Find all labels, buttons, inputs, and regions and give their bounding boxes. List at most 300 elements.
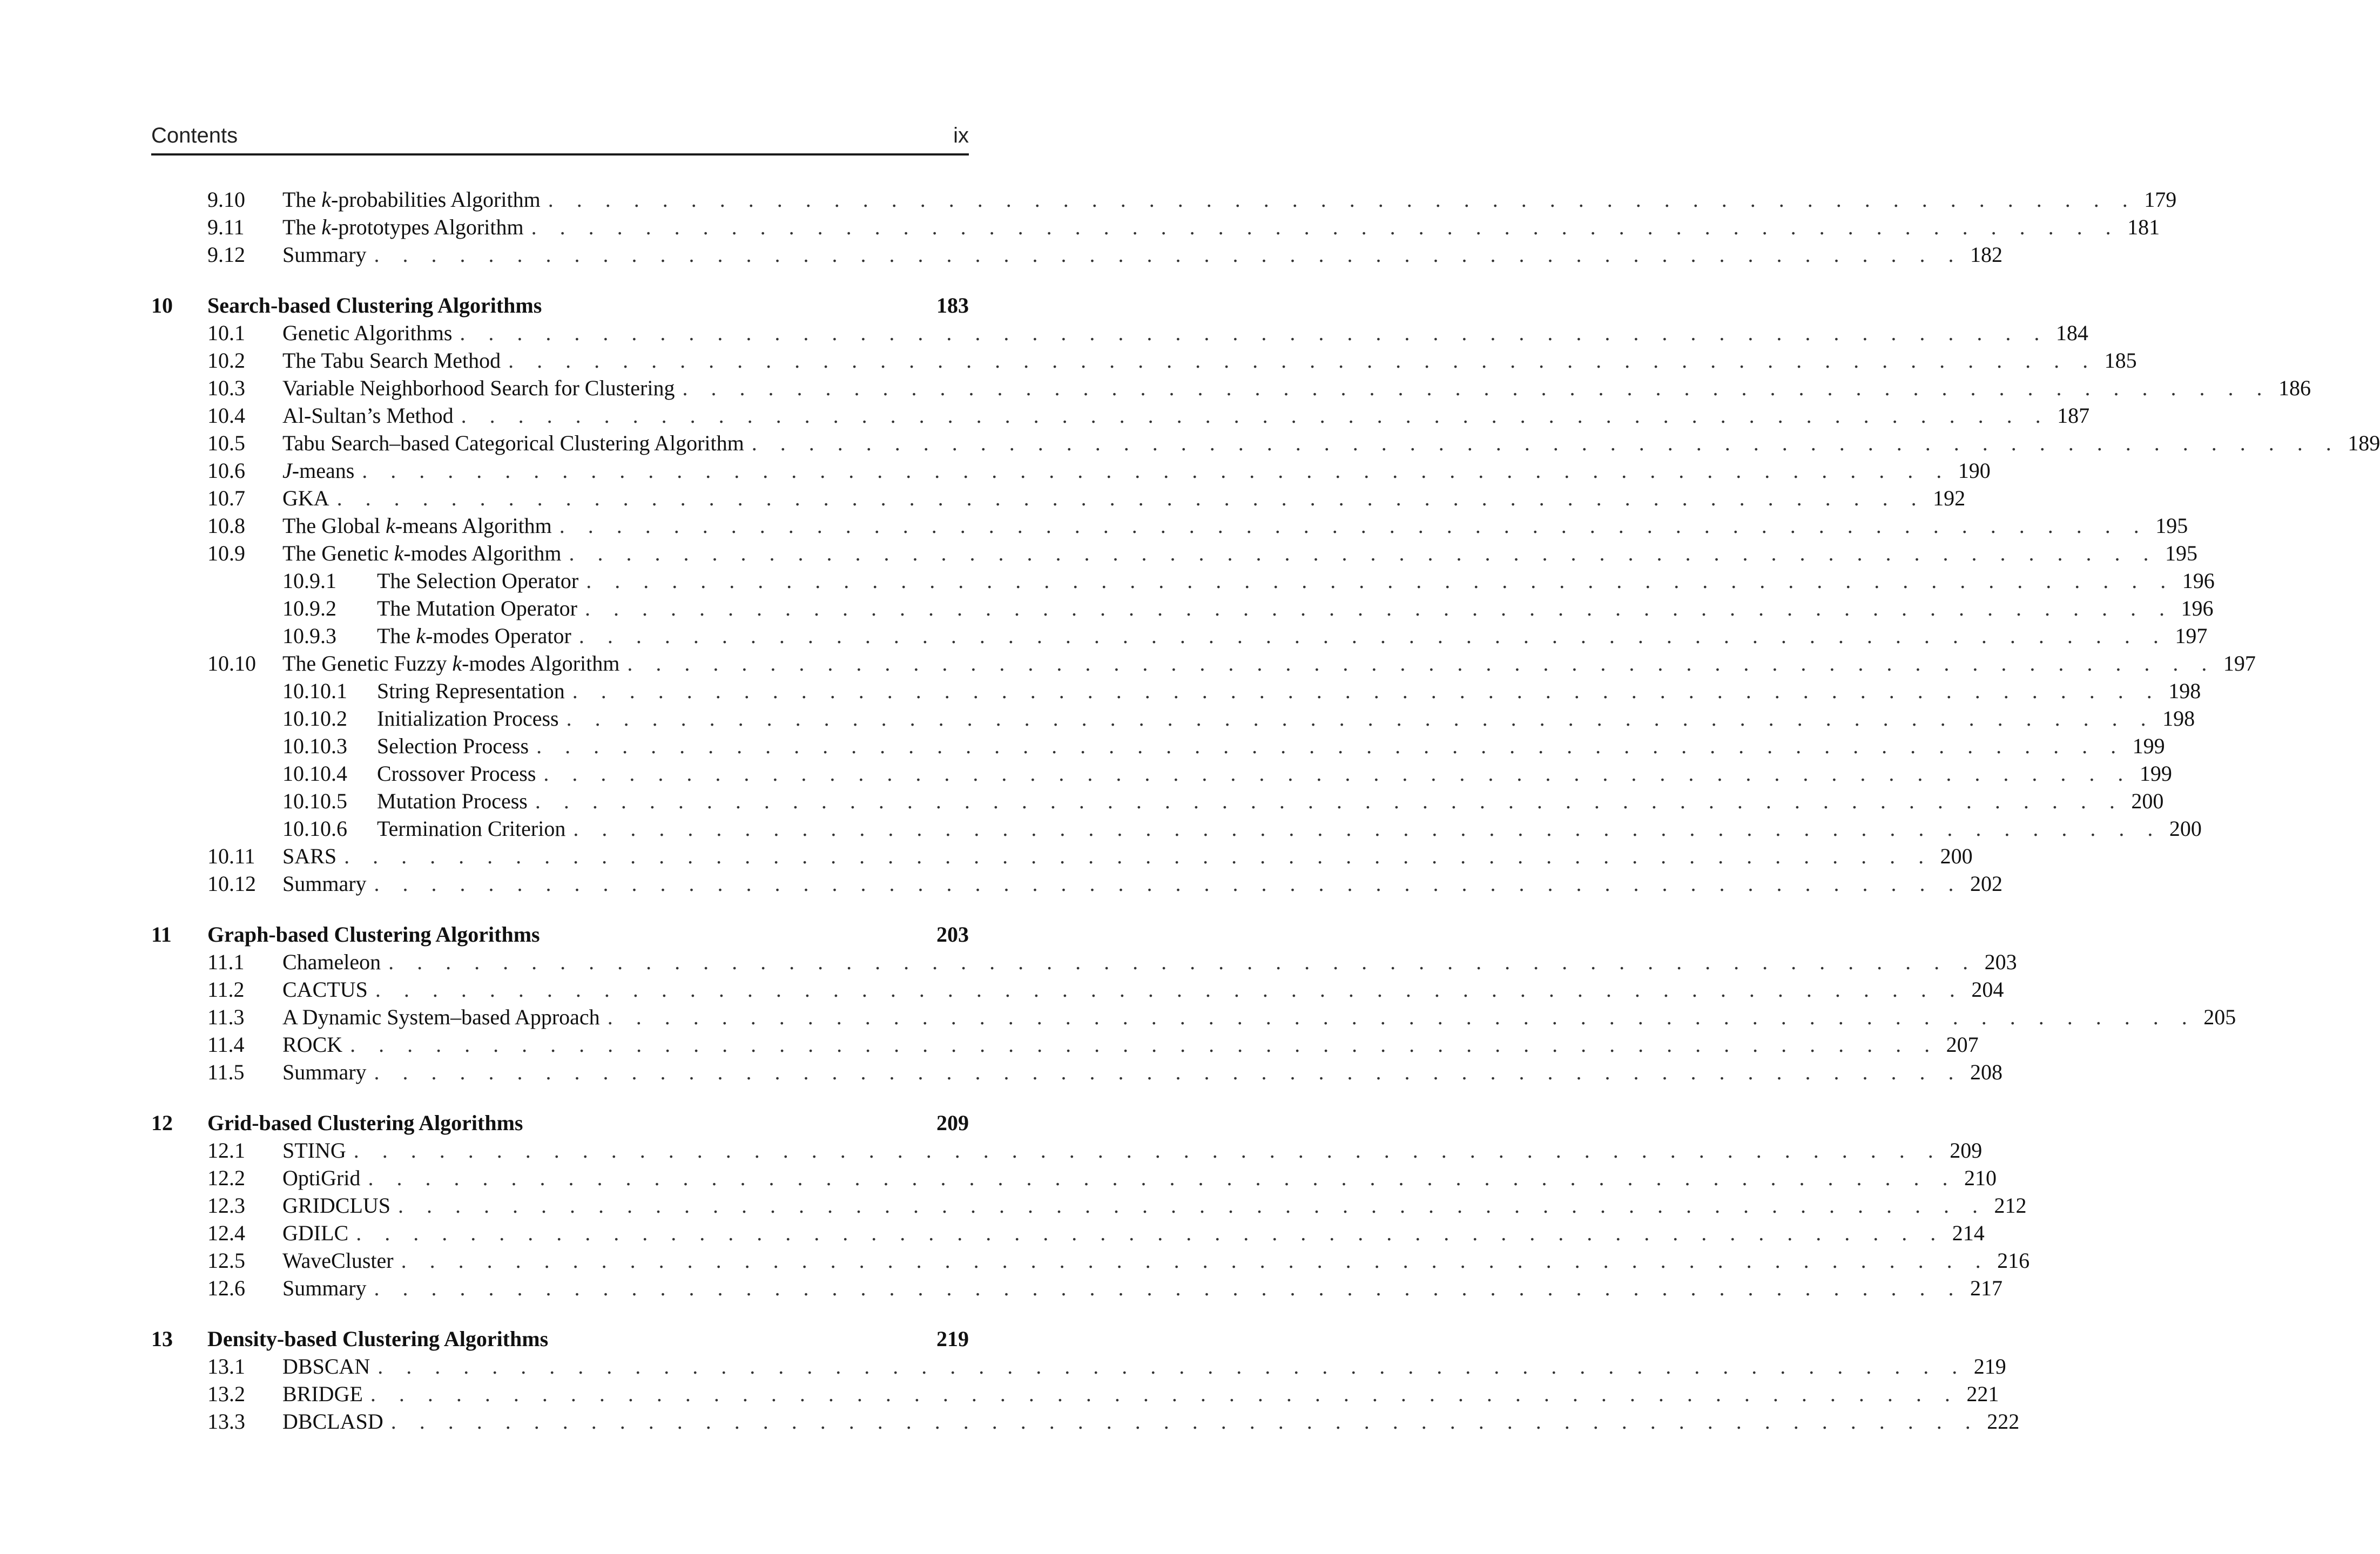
toc-dot-leader: . . . . . . . . . . . . . . . . . . . . . . . . . . . . . . . . . . . . . . . . . . . . . . . . . . . . . . . . xyxy=(353,1138,1943,1163)
toc-entry-line xyxy=(282,1058,2003,1086)
toc-entry-number: 10.2 xyxy=(207,348,245,373)
toc-subsection-entry[interactable] xyxy=(151,677,2201,705)
toc-title-text-suffix: -modes Algorithm xyxy=(462,651,620,675)
toc-entry-line xyxy=(282,539,2198,567)
toc-entry-title xyxy=(282,213,524,241)
toc-dot-leader: . . . . . . . . . . . . . . . . . . . . . . . . . . . . . . . . . . . . . . . . . . . . . . . . . . . . . . . . xyxy=(374,1060,1963,1084)
toc-entry-line xyxy=(282,948,2017,976)
toc-entry-page-number: 195 xyxy=(2165,541,2198,565)
toc-title-text: The Genetic Fuzzy xyxy=(282,651,453,675)
toc-entry-number: 10.6 xyxy=(207,458,245,483)
toc-title-text: The Global xyxy=(282,514,386,538)
toc-title-text: Tabu Search–based Categorical Clustering Algorithm xyxy=(282,431,744,455)
toc-title-text: Termination Criterion xyxy=(377,816,566,841)
toc-entry-title xyxy=(282,842,336,870)
toc-entry-number: 10.9.1 xyxy=(282,569,336,593)
toc-entry-title xyxy=(282,870,367,897)
toc-title-math-variable: k xyxy=(416,624,426,648)
toc-entry-page-number: 197 xyxy=(2223,651,2256,675)
toc-entry-line xyxy=(282,512,2188,539)
toc-entry-line xyxy=(377,815,2202,842)
toc-section-entry[interactable] xyxy=(151,870,2003,897)
toc-entry-line xyxy=(377,594,2214,622)
toc-title-text: Summary xyxy=(282,1276,367,1300)
toc-title-text: Mutation Process xyxy=(377,789,528,813)
toc-entry-page-number: 187 xyxy=(2057,403,2090,428)
toc-section-entry[interactable] xyxy=(151,1137,1983,1164)
toc-entry-line xyxy=(282,319,2088,347)
toc-dot-leader: . . . . . . . . . . . . . . . . . . . . . . . . . . . . . . . . . . . . . . . . . . . . . . . . . . . . . . . . xyxy=(531,215,2120,239)
toc-entry-line xyxy=(282,1380,1999,1408)
toc-entry-title xyxy=(377,732,529,760)
toc-entry-number: 10.8 xyxy=(207,514,245,538)
toc-dot-leader: . . . . . . . . . . . . . . . . . . . . . . . . . . . . . . . . . . . . . . . . . . . . . . . . . . . . . . . . xyxy=(535,789,2124,813)
toc-dot-leader: . . . . . . . . . . . . . . . . . . . . . . . . . . . . . . . . . . . . . . . . . . . . . . . . . . . . . . . . xyxy=(344,844,1933,868)
toc-title-text: CACTUS xyxy=(282,977,368,1002)
toc-entry-line xyxy=(282,1219,1985,1247)
toc-entry-page-number: 189 xyxy=(2348,431,2380,455)
toc-entry-page-number: 203 xyxy=(936,922,969,947)
toc-subsection-entry[interactable] xyxy=(151,705,2195,732)
toc-entry-number: 10.10.5 xyxy=(282,789,347,813)
toc-section-entry[interactable] xyxy=(151,539,2198,567)
toc-title-text: The Mutation Operator xyxy=(377,596,577,620)
toc-title-text: STING xyxy=(282,1138,346,1163)
toc-entry-line xyxy=(282,241,2003,268)
toc-entry-page-number: 212 xyxy=(1994,1193,2027,1218)
toc-entry-line xyxy=(377,760,2172,787)
toc-section-entry[interactable] xyxy=(151,1408,2020,1435)
toc-entry-page-number: 183 xyxy=(936,293,969,317)
toc-entry-title xyxy=(282,241,367,268)
toc-title-text: The xyxy=(282,187,322,212)
toc-title-text: GDILC xyxy=(282,1221,349,1245)
toc-entry-title xyxy=(282,347,501,374)
toc-entry-title xyxy=(282,1003,600,1031)
toc-section-entry[interactable] xyxy=(151,1003,2236,1031)
toc-entry-number: 13.3 xyxy=(207,1409,245,1434)
toc-entry-line xyxy=(282,374,2311,402)
toc-dot-leader: . . . . . . . . . . . . . . . . . . . . . . . . . . . . . . . . . . . . . . . . . . . . . . . . . . . . . . . . xyxy=(401,1248,1990,1273)
toc-entry-line xyxy=(282,870,2003,897)
toc-section-entry[interactable] xyxy=(151,976,2004,1003)
toc-dot-leader: . . . . . . . . . . . . . . . . . . . . . . . . . . . . . . . . . . . . . . . . . . . . . . . . . . . . . . . . xyxy=(536,734,2125,758)
toc-entry-title xyxy=(282,1137,346,1164)
toc-entry-page-number: 216 xyxy=(1997,1248,2030,1273)
toc-dot-leader: . . . . . . . . . . . . . . . . . . . . . . . . . . . . . . . . . . . . . . . . . . . . . . . . . . . . . . . . xyxy=(607,1005,2196,1029)
toc-entry-number: 10.10 xyxy=(207,651,256,675)
toc-dot-leader: . . . . . . . . . . . . . . . . . . . . . . . . . . . . . . . . . . . . . . . . . . . . . . . . . . . . . . . . xyxy=(398,1193,1987,1218)
toc-entry-line xyxy=(377,622,2208,650)
toc-entry-page-number: 199 xyxy=(2132,734,2165,758)
toc-entry-title xyxy=(282,1058,367,1086)
toc-entry-title xyxy=(282,484,329,512)
toc-entry-title xyxy=(282,186,541,213)
toc-dot-leader: . . . . . . . . . . . . . . . . . . . . . . . . . . . . . . . . . . . . . . . . . . . . . . . . . . . . . . . . xyxy=(572,679,2161,703)
toc-entry-number: 10.10.4 xyxy=(282,761,347,786)
toc-entry-line xyxy=(377,705,2195,732)
toc-title-text: The xyxy=(377,624,416,648)
toc-entry-title xyxy=(282,976,368,1003)
toc-title-text: Summary xyxy=(282,1060,367,1084)
toc-entry-title xyxy=(282,1192,390,1219)
toc-entry-line xyxy=(282,1274,2003,1302)
toc-entry-number: 11.3 xyxy=(207,1005,245,1029)
toc-entry-number: 12.6 xyxy=(207,1276,245,1300)
toc-chapter-entry[interactable] xyxy=(151,292,969,319)
toc-section-entry[interactable] xyxy=(151,402,2090,429)
toc-subsection-entry[interactable] xyxy=(151,787,2164,815)
toc-entry-number: 13 xyxy=(151,1327,173,1351)
toc-entry-title xyxy=(282,539,562,567)
toc-section-entry[interactable] xyxy=(151,241,2003,268)
toc-entry-page-number: 192 xyxy=(1933,486,1966,510)
toc-entry-number: 13.1 xyxy=(207,1354,245,1379)
toc-section-entry[interactable] xyxy=(151,457,1991,484)
toc-entry-title xyxy=(377,594,577,622)
toc-chapter-entry[interactable] xyxy=(151,1325,969,1353)
running-header-title: Contents xyxy=(151,124,238,147)
toc-entry-title xyxy=(282,1274,367,1302)
toc-dot-leader: . . . . . . . . . . . . . . . . . . . . . . . . . . . . . . . . . . . . . . . . . . . . . . . . . . . . . . . . xyxy=(388,950,1977,974)
toc-dot-leader: . . . . . . . . . . . . . . . . . . . . . . . . . . . . . . . . . . . . . . . . . . . . . . . . . . . . . . . . xyxy=(390,1409,1980,1434)
toc-entry-number: 12.2 xyxy=(207,1166,245,1190)
toc-title-text: DBCLASD xyxy=(282,1409,383,1434)
toc-entry-page-number: 184 xyxy=(2055,321,2088,345)
toc-entry-title xyxy=(282,457,354,484)
toc-entry-page-number: 203 xyxy=(1984,950,2017,974)
toc-section-entry[interactable] xyxy=(151,213,2160,241)
toc-entry-page-number: 185 xyxy=(2104,348,2137,373)
toc-entry-number: 10.10.3 xyxy=(282,734,347,758)
toc-dot-leader: . . . . . . . . . . . . . . . . . . . . . . . . . . . . . . . . . . . . . . . . . . . . . . . . . . . . . . . . xyxy=(578,624,2168,648)
toc-entry-line xyxy=(282,1353,2006,1380)
toc-dot-leader: . . . . . . . . . . . . . . . . . . . . . . . . . . . . . . . . . . . . . . . . . . . . . . . . . . . . . . . . xyxy=(461,403,2050,428)
toc-entry-number: 10.1 xyxy=(207,321,245,345)
toc-subsection-entry[interactable] xyxy=(151,760,2172,787)
toc-entry-page-number: 186 xyxy=(2278,376,2311,400)
toc-entry-line xyxy=(282,842,1973,870)
toc-entry-page-number: 208 xyxy=(1970,1060,2003,1084)
toc-entry-number: 10.12 xyxy=(207,871,256,896)
toc-entry-number: 10 xyxy=(151,293,173,317)
toc-dot-leader: . . . . . . . . . . . . . . . . . . . . . . . . . . . . . . . . . . . . . . . . . . . . . . . . . . . . . . . . xyxy=(356,1221,1945,1245)
toc-dot-leader: . . . . . . . . . . . . . . . . . . . . . . . . . . . . . . . . . . . . . . . . . . . . . . . . . . . . . . . . xyxy=(336,486,1926,510)
toc-title-math-variable: k xyxy=(394,541,404,565)
toc-entry-title xyxy=(207,1325,548,1353)
toc-entry-title xyxy=(377,677,565,705)
toc-entry-title xyxy=(377,622,571,650)
toc-dot-leader: . . . . . . . . . . . . . . . . . . . . . . . . . . . . . . . . . . . . . . . . . . . . . . . . . . . . . . . . xyxy=(375,977,1964,1002)
toc-entry-number: 11 xyxy=(151,922,172,947)
toc-entry-title xyxy=(282,1247,394,1274)
toc-entry-line xyxy=(207,1325,969,1353)
toc-dot-leader: . . . . . . . . . . . . . . . . . . . . . . . . . . . . . . . . . . . . . . . . . . . . . . . . . . . . . . . . xyxy=(370,1382,1959,1406)
toc-title-text: The Genetic xyxy=(282,541,394,565)
running-header xyxy=(151,122,969,156)
toc-entry-number: 11.1 xyxy=(207,950,245,974)
toc-title-math-variable: k xyxy=(321,187,331,212)
toc-section-entry[interactable] xyxy=(151,429,2380,457)
toc-entry-page-number: 210 xyxy=(1964,1166,1997,1190)
toc-section-entry[interactable] xyxy=(151,1380,1999,1408)
toc-entry-number: 11.4 xyxy=(207,1032,245,1057)
toc-entry-page-number: 200 xyxy=(2131,789,2164,813)
toc-entry-line xyxy=(282,429,2380,457)
toc-entry-title xyxy=(282,319,452,347)
toc-entry-number: 12.4 xyxy=(207,1221,245,1245)
toc-entry-page-number: 205 xyxy=(2203,1005,2236,1029)
toc-entry-line xyxy=(207,292,969,319)
toc-section-entry[interactable] xyxy=(151,1219,1985,1247)
toc-dot-leader: . . . . . . . . . . . . . . . . . . . . . . . . . . . . . . . . . . . . . . . . . . . . . . . . . . . . . . . . xyxy=(460,321,2048,345)
toc-title-math-variable: k xyxy=(452,651,462,675)
toc-dot-leader: . . . . . . . . . . . . . . . . . . . . . . . . . . . . . . . . . . . . . . . . . . . . . . . . . . . . . . . . xyxy=(377,1354,1966,1379)
toc-title-text: GKA xyxy=(282,486,329,510)
toc-entry-number: 9.12 xyxy=(207,242,245,267)
toc-entry-line xyxy=(282,457,1991,484)
toc-title-text: ROCK xyxy=(282,1032,343,1057)
toc-entry-line xyxy=(207,1109,969,1137)
toc-title-math-variable: k xyxy=(321,215,331,239)
toc-entry-page-number: 196 xyxy=(2181,596,2214,620)
toc-entry-line xyxy=(377,567,2215,594)
toc-chapter-entry[interactable] xyxy=(151,1109,969,1137)
toc-entry-page-number: 182 xyxy=(1970,242,2003,267)
toc-title-text: String Representation xyxy=(377,679,565,703)
toc-entry-number: 10.4 xyxy=(207,403,245,428)
toc-entry-title xyxy=(282,429,744,457)
toc-entry-line xyxy=(282,1164,1997,1192)
toc-title-text-suffix: -prototypes Algorithm xyxy=(331,215,524,239)
toc-entry-line xyxy=(282,484,1966,512)
toc-dot-leader: . . . . . . . . . . . . . . . . . . . . . . . . . . . . . . . . . . . . . . . . . . . . . . . . . . . . . . . . xyxy=(586,569,2175,593)
toc-dot-leader: . . . . . . . . . . . . . . . . . . . . . . . . . . . . . . . . . . . . . . . . . . . . . . . . . . . . . . . . xyxy=(569,541,2158,565)
toc-dot-leader: . . . . . . . . . . . . . . . . . . . . . . . . . . . . . . . . . . . . . . . . . . . . . . . . . . . . . . . . xyxy=(548,187,2137,212)
toc-entry-number: 10.10.6 xyxy=(282,816,347,841)
toc-dot-leader: . . . . . . . . . . . . . . . . . . . . . . . . . . . . . . . . . . . . . . . . . . . . . . . . . . . . . . . . xyxy=(627,651,2216,675)
toc-entry-title xyxy=(282,1219,348,1247)
toc-entry-line xyxy=(282,213,2160,241)
toc-entry-title xyxy=(282,948,381,976)
toc-title-text: A Dynamic System–based Approach xyxy=(282,1005,600,1029)
toc-title-text: Chameleon xyxy=(282,950,381,974)
toc-dot-leader: . . . . . . . . . . . . . . . . . . . . . . . . . . . . . . . . . . . . . . . . . . . . . . . . . . . . . . . . xyxy=(566,706,2155,731)
toc-title-text: WaveCluster xyxy=(282,1248,394,1273)
toc-entry-page-number: 219 xyxy=(936,1327,969,1351)
toc-entry-title xyxy=(207,292,542,319)
toc-section-entry[interactable] xyxy=(151,186,2177,213)
toc-entry-page-number: 204 xyxy=(1971,977,2004,1002)
toc-section-entry[interactable] xyxy=(151,512,2188,539)
toc-entry-page-number: 181 xyxy=(2127,215,2160,239)
toc-subsection-entry[interactable] xyxy=(151,732,2165,760)
toc-entry-number: 11.5 xyxy=(207,1060,245,1084)
toc-entry-page-number: 195 xyxy=(2155,514,2188,538)
toc-section-entry[interactable] xyxy=(151,1192,2027,1219)
toc-section-entry[interactable] xyxy=(151,650,2256,677)
toc-entry-number: 10.9 xyxy=(207,541,245,565)
toc-title-text: BRIDGE xyxy=(282,1382,363,1406)
toc-title-text: Density-based Clustering Algorithms xyxy=(207,1327,549,1351)
toc-entry-number: 12.3 xyxy=(207,1193,245,1218)
toc-entry-line xyxy=(282,1137,1983,1164)
toc-title-text: OptiGrid xyxy=(282,1166,361,1190)
toc-title-text: Crossover Process xyxy=(377,761,536,786)
toc-dot-leader: . . . . . . . . . . . . . . . . . . . . . . . . . . . . . . . . . . . . . . . . . . . . . . . . . . . . . . . . xyxy=(374,871,1963,896)
toc-title-text-suffix: -modes Algorithm xyxy=(403,541,562,565)
toc-subsection-entry[interactable] xyxy=(151,567,2215,594)
toc-entry-number: 12.5 xyxy=(207,1248,245,1273)
page-number: ix xyxy=(953,124,969,147)
toc-title-text: The Selection Operator xyxy=(377,569,579,593)
toc-entry-number: 10.11 xyxy=(207,844,255,868)
toc-title-text: Summary xyxy=(282,242,367,267)
toc-entry-page-number: 222 xyxy=(1987,1409,2020,1434)
toc-entry-title xyxy=(282,1031,342,1058)
toc-section-entry[interactable] xyxy=(151,948,2017,976)
toc-dot-leader: . . . . . . . . . . . . . . . . . . . . . . . . . . . . . . . . . . . . . . . . . . . . . . . . . . . . . . . . xyxy=(362,458,1951,483)
toc-entry-line xyxy=(377,677,2201,705)
toc-entry-title xyxy=(377,815,565,842)
toc-entry-page-number: 199 xyxy=(2139,761,2172,786)
toc-entry-title xyxy=(377,760,536,787)
toc-section-entry[interactable] xyxy=(151,1058,2003,1086)
toc-entry-number: 11.2 xyxy=(207,977,245,1002)
toc-entry-page-number: 190 xyxy=(1958,458,1991,483)
toc-entry-page-number: 219 xyxy=(1973,1354,2006,1379)
toc-entry-title xyxy=(282,1408,383,1435)
toc-entry-page-number: 179 xyxy=(2144,187,2177,212)
toc-title-math-variable: J xyxy=(282,458,292,483)
toc-entry-number: 10.9.2 xyxy=(282,596,336,620)
toc-entry-title xyxy=(282,1164,360,1192)
toc-dot-leader: . . . . . . . . . . . . . . . . . . . . . . . . . . . . . . . . . . . . . . . . . . . . . . . . . . . . . . . . xyxy=(751,431,2341,455)
toc-entry-page-number: 200 xyxy=(1940,844,1973,868)
toc-entry-number: 10.9.3 xyxy=(282,624,336,648)
toc-entry-number: 12 xyxy=(151,1111,173,1135)
toc-dot-leader: . . . . . . . . . . . . . . . . . . . . . . . . . . . . . . . . . . . . . . . . . . . . . . . . . . . . . . . . xyxy=(508,348,2097,373)
toc-entry-line xyxy=(377,787,2164,815)
toc-entry-page-number: 196 xyxy=(2182,569,2215,593)
toc-section-entry[interactable] xyxy=(151,347,2137,374)
toc-chapter-entry[interactable] xyxy=(151,921,969,948)
toc-entry-line xyxy=(282,402,2090,429)
toc-entry-page-number: 197 xyxy=(2175,624,2208,648)
toc-dot-leader: . . . . . . . . . . . . . . . . . . . . . . . . . . . . . . . . . . . . . . . . . . . . . . . . . . . . . . . . xyxy=(350,1032,1939,1057)
toc-entry-page-number: 198 xyxy=(2168,679,2201,703)
toc-title-text: The Tabu Search Method xyxy=(282,348,501,373)
toc-title-text: Summary xyxy=(282,871,367,896)
toc-entry-title xyxy=(207,1109,523,1137)
toc-section-entry[interactable] xyxy=(151,319,2088,347)
toc-title-text-suffix: -means Algorithm xyxy=(395,514,552,538)
toc-title-math-variable: k xyxy=(386,514,395,538)
toc-title-text: Variable Neighborhood Search for Clustering xyxy=(282,376,675,400)
toc-section-entry[interactable] xyxy=(151,374,2311,402)
toc-section-entry[interactable] xyxy=(151,1247,2030,1274)
toc-entry-number: 12.1 xyxy=(207,1138,245,1163)
toc-dot-leader: . . . . . . . . . . . . . . . . . . . . . . . . . . . . . . . . . . . . . . . . . . . . . . . . . . . . . . . . xyxy=(374,1276,1963,1300)
toc-entry-line xyxy=(282,347,2137,374)
toc-title-text-suffix: -means xyxy=(292,458,355,483)
toc-entry-line xyxy=(282,1003,2236,1031)
toc-entry-page-number: 202 xyxy=(1970,871,2003,896)
toc-entry-number: 10.3 xyxy=(207,376,245,400)
toc-section-entry[interactable] xyxy=(151,484,1966,512)
toc-entry-number: 10.5 xyxy=(207,431,245,455)
toc-entry-number: 13.2 xyxy=(207,1382,245,1406)
toc-title-text: Initialization Process xyxy=(377,706,559,731)
toc-entry-title xyxy=(282,650,619,677)
toc-section-entry[interactable] xyxy=(151,1274,2003,1302)
toc-entry-title xyxy=(282,402,454,429)
toc-subsection-entry[interactable] xyxy=(151,815,2202,842)
toc-entry-page-number: 209 xyxy=(1950,1138,1983,1163)
toc-entry-title xyxy=(377,567,578,594)
toc-title-text: The xyxy=(282,215,322,239)
toc-section-entry[interactable] xyxy=(151,1031,1979,1058)
toc-entry-number: 10.7 xyxy=(207,486,245,510)
toc-entry-title xyxy=(282,1353,370,1380)
toc-subsection-entry[interactable] xyxy=(151,594,2214,622)
toc-entry-number: 9.11 xyxy=(207,215,245,239)
toc-dot-leader: . . . . . . . . . . . . . . . . . . . . . . . . . . . . . . . . . . . . . . . . . . . . . . . . . . . . . . . . xyxy=(559,514,2148,538)
toc-entry-line xyxy=(282,1408,2020,1435)
toc-title-text: Graph-based Clustering Algorithms xyxy=(207,922,540,947)
toc-entry-title xyxy=(282,1380,363,1408)
toc-entry-line xyxy=(282,1247,2030,1274)
toc-title-text: SARS xyxy=(282,844,337,868)
toc-entry-page-number: 209 xyxy=(936,1111,969,1135)
toc-title-text: DBSCAN xyxy=(282,1354,370,1379)
toc-entry-page-number: 217 xyxy=(1970,1276,2003,1300)
toc-entry-title xyxy=(207,921,540,948)
toc-dot-leader: . . . . . . . . . . . . . . . . . . . . . . . . . . . . . . . . . . . . . . . . . . . . . . . . . . . . . . . . xyxy=(585,596,2174,620)
toc-entry-page-number: 221 xyxy=(1966,1382,1999,1406)
toc-dot-leader: . . . . . . . . . . . . . . . . . . . . . . . . . . . . . . . . . . . . . . . . . . . . . . . . . . . . . . . . xyxy=(573,816,2162,841)
toc-dot-leader: . . . . . . . . . . . . . . . . . . . . . . . . . . . . . . . . . . . . . . . . . . . . . . . . . . . . . . . . xyxy=(368,1166,1957,1190)
toc-dot-leader: . . . . . . . . . . . . . . . . . . . . . . . . . . . . . . . . . . . . . . . . . . . . . . . . . . . . . . . . xyxy=(682,376,2271,400)
toc-title-text: Search-based Clustering Algorithms xyxy=(207,293,542,317)
toc-entry-title xyxy=(282,374,675,402)
toc-title-text-suffix: -probabilities Algorithm xyxy=(331,187,541,212)
toc-entry-line xyxy=(377,732,2165,760)
toc-entry-page-number: 198 xyxy=(2162,706,2195,731)
toc-title-text: Selection Process xyxy=(377,734,529,758)
toc-section-entry[interactable] xyxy=(151,842,1973,870)
toc-section-entry[interactable] xyxy=(151,1353,2006,1380)
toc-title-text: Al-Sultan’s Method xyxy=(282,403,454,428)
toc-entry-line xyxy=(282,1192,2027,1219)
toc-entry-line xyxy=(207,921,969,948)
table-of-contents xyxy=(151,186,2380,1435)
toc-title-text-suffix: -modes Operator xyxy=(425,624,571,648)
toc-dot-leader: . . . . . . . . . . . . . . . . . . . . . . . . . . . . . . . . . . . . . . . . . . . . . . . . . . . . . . . . xyxy=(374,242,1963,267)
toc-entry-title xyxy=(377,705,559,732)
toc-entry-page-number: 207 xyxy=(1946,1032,1979,1057)
toc-entry-line xyxy=(282,186,2177,213)
toc-entry-title xyxy=(282,512,552,539)
toc-entry-line xyxy=(282,1031,1979,1058)
toc-entry-line xyxy=(282,650,2256,677)
toc-entry-page-number: 200 xyxy=(2169,816,2202,841)
toc-entry-number: 10.10.2 xyxy=(282,706,347,731)
toc-entry-number: 10.10.1 xyxy=(282,679,347,703)
toc-section-entry[interactable] xyxy=(151,1164,1997,1192)
toc-subsection-entry[interactable] xyxy=(151,622,2208,650)
toc-title-text: GRIDCLUS xyxy=(282,1193,391,1218)
